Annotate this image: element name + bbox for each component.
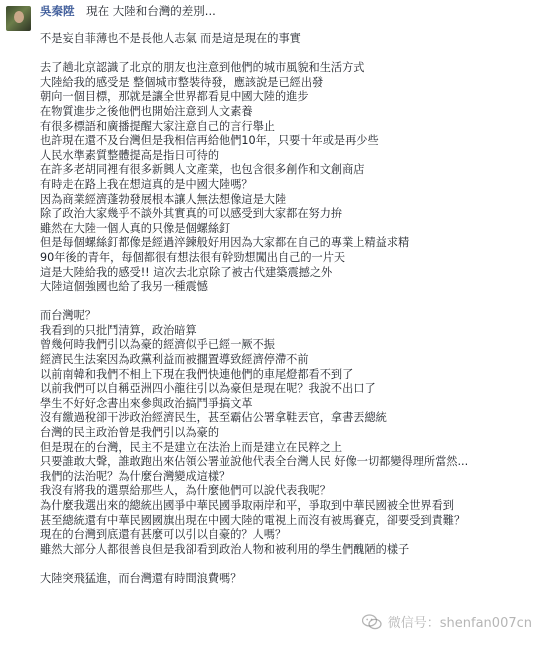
paragraph-spacer <box>40 557 540 572</box>
paragraph-2-line: 沒有繳過稅卻干涉政治經濟民生，甚至霸佔公署拿鞋丟官，拿書丟總統 <box>40 411 387 425</box>
wechat-icon <box>362 614 382 630</box>
paragraph-2-line: 甚至總統還有中華民國國旗出現在中國大陸的電視上而沒有被馬賽克，卻要受到責難？ <box>40 513 466 527</box>
paragraph-1-line: 大陸給我的感受是 整個城市整裝待發，應該說是已經出發 <box>40 75 324 89</box>
closing-line: 大陸突飛猛進，而台灣還有時間浪費嗎？ <box>40 571 242 585</box>
post-title: 現在 大陸和台灣的差別... <box>86 4 216 18</box>
paragraph-1-line: 去了趟北京認識了北京的朋友也注意到他們的城市風貌和生活方式 <box>40 61 365 75</box>
paragraph-1-line: 因為商業經濟蓬勃發展根本讓人無法想像這是大陸 <box>40 192 287 206</box>
paragraph-2-line: 台灣的民主政治曾是我們引以為豪的 <box>40 426 220 440</box>
paragraph-1 <box>40 61 540 295</box>
paragraph-1-line: 有時走在路上我在想這真的是中國大陸嗎？ <box>40 177 253 191</box>
post-header <box>40 4 530 18</box>
paragraph-2-line: 為什麼我選出來的總統出國爭中華民國爭取兩岸和平，爭取到中華民國被全世界看到 <box>40 499 454 512</box>
paragraph-2-line: 曾幾何時我們引以為豪的經濟似乎已經一厥不振 <box>40 338 275 352</box>
paragraph-2-line: 而台灣呢？ <box>40 309 96 323</box>
paragraph-2-line: 我沒有將我的選票給那些人，為什麼他們可以說代表我呢？ <box>40 484 331 498</box>
paragraph-2-line: 以前我們可以自稱亞洲四小龍往引以為豪但是現在呢？我說不出口了 <box>40 382 376 396</box>
paragraph-1-line: 除了政治大家幾乎不談外其實真的可以感受到大家都在努力拚 <box>40 207 343 221</box>
paragraph-2-line: 但是現在的台灣，民主不是建立在法治上而是建立在民粹之上 <box>40 440 343 454</box>
paragraph-2-line: 我們的法治呢？為什麼台灣變成這樣？ <box>40 469 231 483</box>
watermark-text: 微信号：shenfan007cn <box>387 616 532 631</box>
paragraph-spacer <box>40 295 540 310</box>
paragraph-1-line: 有很多標語和廣播提醒大家注意自己的言行舉止 <box>40 119 275 133</box>
paragraph-1-line: 90年後的青年，每個都很有想法很有幹勁想闖出自己的一片天 <box>40 250 346 264</box>
paragraph-1-line: 也許現在還不及台灣但是我相信再給他們10年，只要十年或是再少些 <box>40 134 379 148</box>
paragraph-1-line: 人民水準素質整體提高是指日可待的 <box>40 148 220 162</box>
paragraph-1-line: 大陸這個強國也給了我另一種震憾 <box>40 280 208 294</box>
paragraph-1-line: 在許多老胡同裡有很多新興人文產業，也包含很多創作和文創商店 <box>40 163 365 177</box>
paragraph-1-line: 朝向一個目標，那就是讓全世界都看見中國大陸的進步 <box>40 90 309 104</box>
post-body <box>40 32 540 587</box>
wechat-watermark <box>362 612 532 631</box>
paragraph-1-line: 雖然在大陸一個人真的只像是個螺絲釘 <box>40 221 231 235</box>
paragraph-2-line: 以前南韓和我們不相上下現在我們快連他們的車尾燈都看不到了 <box>40 367 354 381</box>
paragraph-2-line: 我看到的只批鬥清算，政治暗算 <box>40 323 197 337</box>
paragraph-1-line: 在物質進步之後他們也開始注意到人文素養 <box>40 104 253 118</box>
paragraph-2-line: 只要誰敢大聲，誰敢跑出來佔領公署並說他代表全台灣人民 好像一切都變得理所當然... <box>40 455 469 469</box>
author-name-link[interactable]: 吳秦陞 <box>40 4 75 18</box>
paragraph-1-line: 這是大陸給我的感受!! 這次去北京除了被古代建築震撼之外 <box>40 265 333 279</box>
paragraph-1-line: 但是每個螺絲釘都像是經過淬鍊般好用因為大家都在自己的專業上精益求精 <box>40 236 410 250</box>
intro-line: 不是妄自菲薄也不是長他人志氣 而是這是現在的事實 <box>40 32 301 45</box>
paragraph-2 <box>40 309 540 557</box>
paragraph-2-line: 現在的台灣到底還有甚麼可以引以自豪的？人嗎？ <box>40 528 287 542</box>
paragraph-2-line: 學生不好好念書出來參與政治搞鬥爭搞文革 <box>40 396 253 410</box>
author-avatar[interactable] <box>6 6 31 31</box>
paragraph-2-line: 經濟民生法案因為政黨利益而被擱置導致經濟停滯不前 <box>40 353 309 367</box>
paragraph-spacer <box>40 47 540 62</box>
paragraph-2-line: 雖然大部分人都很善良但是我卻看到政治人物和被利用的學生們醜陋的樣子 <box>40 542 410 556</box>
